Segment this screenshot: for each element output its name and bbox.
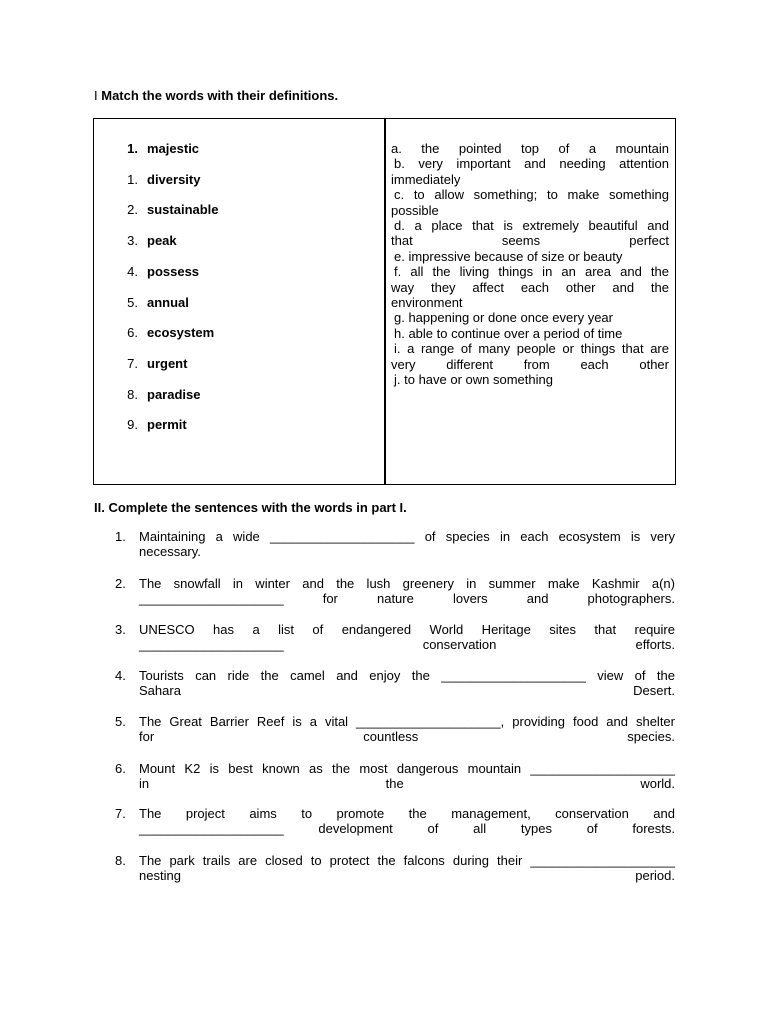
word-number: 1.: [127, 172, 138, 187]
sentence-number: 4.: [115, 668, 126, 683]
word-number: 9.: [127, 417, 138, 432]
sentence-line: ____________________ for nature lovers and photographers.: [139, 591, 675, 607]
word-text: sustainable: [147, 202, 219, 217]
word-number: 8.: [127, 387, 138, 402]
sentence-text: [139, 576, 675, 607]
sentence-text: [139, 853, 675, 884]
definition-item: [391, 310, 669, 325]
word-text: paradise: [147, 387, 201, 402]
definition-item: [391, 141, 669, 156]
sentence-line: for countless species.: [139, 729, 675, 745]
definition-item: [391, 249, 669, 264]
definition-line: way they affect each other and the: [391, 279, 669, 295]
sentence-line: The project aims to promote the management, conservation and: [139, 806, 675, 821]
definition-line: f. all the living things in an area and the: [394, 264, 669, 280]
sentence-number: 6.: [115, 761, 126, 776]
sentence-line: Mount K2 is best known as the most dangerous mountain ____________________: [139, 761, 675, 776]
word-number: 5.: [127, 295, 138, 310]
part1-numeral: I: [94, 88, 98, 103]
word-text: possess: [147, 264, 200, 279]
sentence-text: [139, 761, 675, 792]
definition-line: immediately: [391, 171, 461, 187]
definition-list: [391, 141, 669, 388]
definition-line: that seems perfect: [391, 233, 669, 249]
word-text: diversity: [147, 172, 201, 187]
part1-title: Match the words with their definitions.: [101, 88, 339, 103]
definition-line: j. to have or own something: [394, 372, 553, 388]
definition-item: [391, 218, 669, 249]
word-text: annual: [147, 295, 189, 310]
definition-line: d. a place that is extremely beautiful and: [394, 218, 669, 234]
word-number: 1.: [127, 141, 138, 156]
sentence-number: 2.: [115, 576, 126, 591]
definition-line: e. impressive because of size or beauty: [394, 248, 623, 264]
sentence-line: ____________________ conservation efforts.: [139, 637, 675, 653]
word-list: [94, 119, 384, 484]
sentence-text: [139, 622, 675, 653]
definition-item: [391, 372, 669, 387]
definition-item: [391, 341, 669, 372]
word-text: urgent: [147, 356, 188, 371]
sentence-number: 8.: [115, 853, 126, 868]
sentence-number: 5.: [115, 714, 126, 729]
sentence-line: Maintaining a wide ____________________ of species in each ecosystem is very: [139, 529, 675, 544]
sentence-line: UNESCO has a list of endangered World Heritage sites that require: [139, 622, 675, 637]
definition-line: g. happening or done once every year: [394, 310, 613, 326]
sentence-line: ____________________ development of all types of forests.: [139, 821, 675, 837]
sentence-line: The snowfall in winter and the lush greenery in summer make Kashmir a(n): [139, 576, 675, 591]
definition-line: c. to allow something; to make something: [394, 187, 669, 203]
definition-item: [391, 187, 669, 218]
sentence-text: [139, 806, 675, 837]
sentence-line: Tourists can ride the camel and enjoy the ____________________ view of the: [139, 668, 675, 683]
sentence-line: necessary.: [139, 544, 201, 560]
word-number: 4.: [127, 264, 138, 279]
sentence-text: [139, 529, 675, 560]
definition-line: very different from each other: [391, 356, 669, 372]
sentence-text: [139, 714, 675, 745]
word-number: 2.: [127, 202, 138, 217]
sentence-line: The Great Barrier Reef is a vital ____________________, providing food and shelter: [139, 714, 675, 729]
word-text: ecosystem: [147, 325, 215, 340]
part2-title: II. Complete the sentences with the words in part I.: [94, 500, 407, 515]
sentence-number: 1.: [115, 529, 126, 544]
definition-line: h. able to continue over a period of time: [394, 325, 623, 341]
sentence-line: in the world.: [139, 776, 675, 792]
word-text: majestic: [147, 141, 200, 156]
definition-line: possible: [391, 202, 439, 218]
definition-line: environment: [391, 295, 463, 311]
definition-item: [391, 264, 669, 310]
sentence-text: [139, 668, 675, 699]
word-text: peak: [147, 233, 177, 248]
matching-table: [93, 118, 676, 485]
sentence-number: 3.: [115, 622, 126, 637]
part1-heading: [94, 88, 338, 103]
table-divider: [384, 119, 386, 484]
word-number: 7.: [127, 356, 138, 371]
definition-item: [391, 326, 669, 341]
sentence-line: nesting period.: [139, 868, 675, 884]
word-text: permit: [147, 417, 187, 432]
definition-line: a. the pointed top of a mountain: [391, 141, 669, 156]
sentence-number: 7.: [115, 806, 126, 821]
sentence-line: Sahara Desert.: [139, 683, 675, 699]
definition-line: i. a range of many people or things that are: [394, 341, 669, 357]
word-number: 3.: [127, 233, 138, 248]
sentence-line: The park trails are closed to protect the falcons during their ____________________: [139, 853, 675, 868]
definition-line: b. very important and needing attention: [394, 156, 669, 172]
definition-item: [391, 156, 669, 187]
word-number: 6.: [127, 325, 138, 340]
